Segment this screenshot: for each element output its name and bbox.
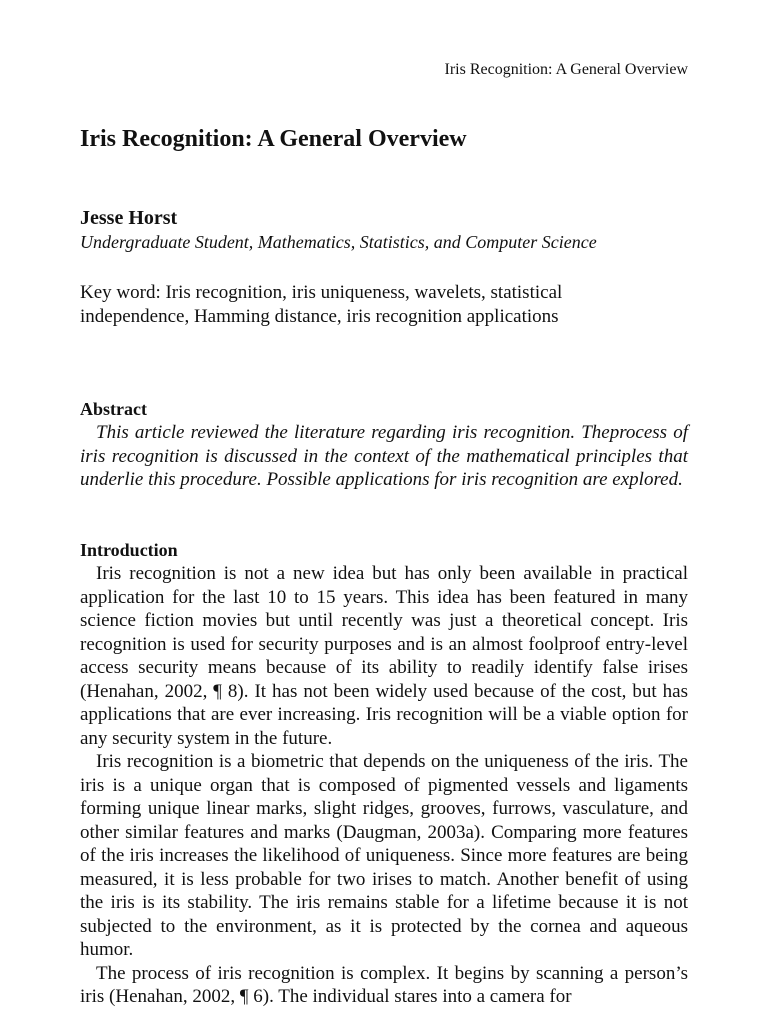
introduction-paragraph-1: Iris recognition is not a new idea but has only been available in practical application for the last 10 to 15 years. This idea has been featured in many science fiction movies but until recently was just a theoretical concept. Iris recognition is used for security purposes and is an almost foolproof entry-level access security means because of its ability to readily identify false irises (Henahan, 2002, ¶ 8). It has not been widely used because of the cost, but has applications that are ever increasing. Iris recognition will be a viable option for any security system in the future.: [80, 563, 688, 749]
abstract-heading: Abstract: [80, 399, 147, 419]
keywords: Key word: Iris recognition, iris uniqueness, wavelets, statistical independence, Hamming distance, iris recognition applications: [80, 282, 563, 327]
author-affiliation: Undergraduate Student, Mathematics, Statistics, and Computer Science: [80, 232, 597, 252]
abstract-body: [80, 421, 688, 492]
introduction-body: [80, 562, 688, 1009]
introduction-heading: Introduction: [80, 540, 178, 560]
abstract-paragraph: This article reviewed the literature regarding iris recognition. Theprocess of iris recognition is discussed in the context of the mathematical principles that underlie this procedure. Possible applications for iris recognition are explored.: [80, 422, 688, 490]
author-name: Jesse Horst: [80, 207, 178, 229]
introduction-paragraph-3: The process of iris recognition is complex. It begins by scanning a person’s iris (Henahan, 2002, ¶ 6). The individual stares into a camera for: [80, 962, 688, 1007]
running-header: Iris Recognition: A General Overview: [444, 61, 688, 78]
introduction-paragraph-2: Iris recognition is a biometric that depends on the uniqueness of the iris. The iris is a unique organ that is composed of pigmented vessels and ligaments forming unique linear marks, slight ridges, grooves, furrows, vasculature, and other similar features and marks (Daugman, 2003a). Comparing more features of the iris increases the likelihood of uniqueness. Since more features are being measured, it is less probable for two irises to match. Another benefit of using the iris is its stability. The iris remains stable for a lifetime because it is not subjected to the environment, as it is protected by the cornea and aqueous humor.: [80, 751, 688, 960]
article-title: Iris Recognition: A General Overview: [80, 126, 467, 152]
